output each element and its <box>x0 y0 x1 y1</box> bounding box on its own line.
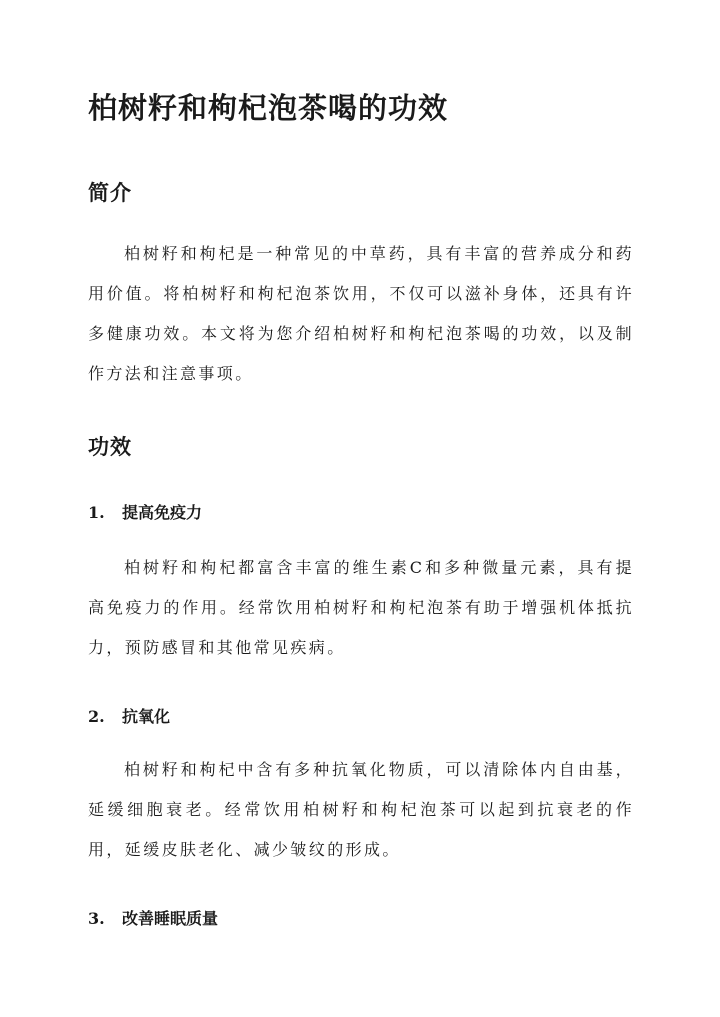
intro-paragraph: 柏树籽和枸杞是一种常见的中草药，具有丰富的营养成分和药用价值。将柏树籽和枸杞泡茶饮用，不仅可以滋补身体，还具有许多健康功效。本文将为您介绍柏树籽和枸杞泡茶喝的功效，以及制作方法和注意事项。 <box>88 244 634 383</box>
effect-heading-1 <box>88 500 202 523</box>
effect-paragraph-2: 柏树籽和枸杞中含有多种抗氧化物质，可以清除体内自由基，延缓细胞衰老。经常饮用柏树籽和枸杞泡茶可以起到抗衰老的作用，延缓皮肤老化、减少皱纹的形成。 <box>88 760 634 859</box>
intro-heading: 简介 <box>88 180 132 205</box>
effect-number: 1. <box>88 503 105 522</box>
effect-number: 3. <box>88 909 105 928</box>
effect-number: 2. <box>88 707 105 726</box>
effects-heading: 功效 <box>88 434 132 459</box>
effect-title: 提高免疫力 <box>122 503 203 522</box>
effect-paragraph-1: 柏树籽和枸杞都富含丰富的维生素C和多种微量元素，具有提高免疫力的作用。经常饮用柏树籽和枸杞泡茶有助于增强机体抵抗力，预防感冒和其他常见疾病。 <box>88 558 634 657</box>
effect-title: 改善睡眠质量 <box>122 909 219 928</box>
effect-title: 抗氧化 <box>122 707 171 726</box>
effect-heading-3 <box>88 906 218 929</box>
document-title: 柏树籽和枸杞泡茶喝的功效 <box>88 91 449 125</box>
effect-heading-2 <box>88 704 170 727</box>
